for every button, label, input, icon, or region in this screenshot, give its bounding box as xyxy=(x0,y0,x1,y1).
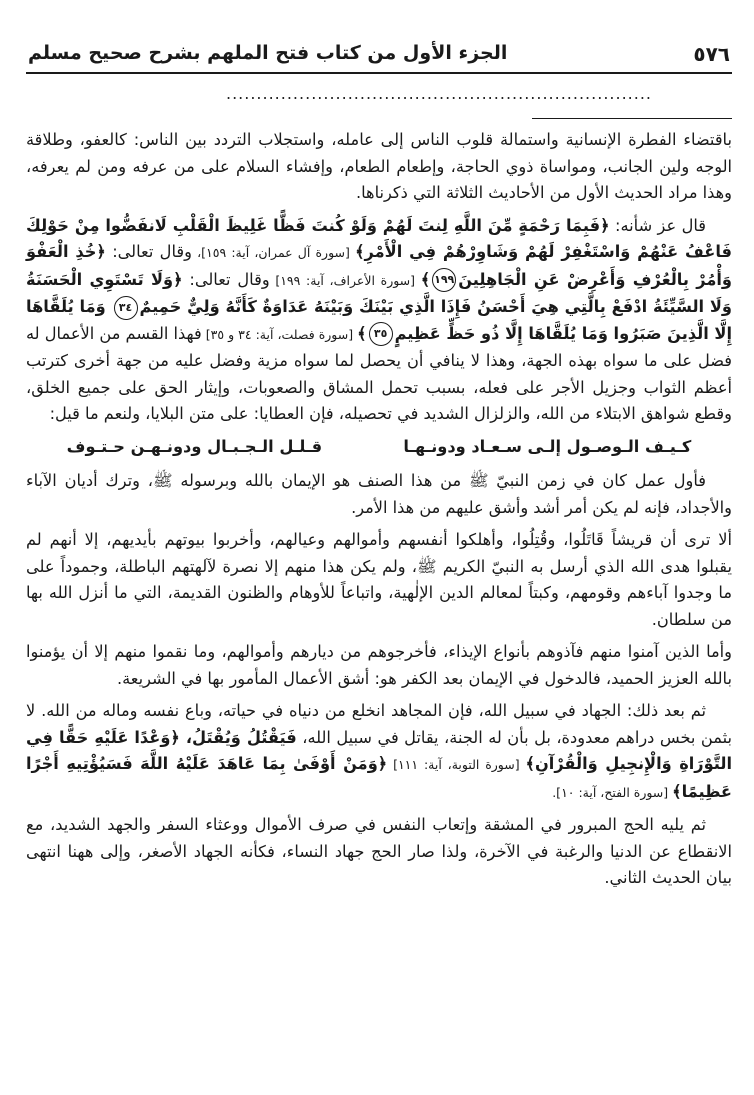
book-page xyxy=(26,38,732,1086)
paragraph-p2 xyxy=(26,213,732,428)
paragraph-p4 xyxy=(26,527,732,633)
quran-quote: ﴿وَمَنْ أَوْفَىٰ بِمَا عَاهَدَ عَلَيْهُ اللَّهَ فَسَيُؤْتِيهِ أَجْرًا عَظِيمًا﴾ xyxy=(26,754,732,801)
body-text xyxy=(26,127,732,892)
verse-number-mark: ٣٤ xyxy=(114,296,138,320)
paragraph-text: ثم بعد ذلك: الجهاد في سبيل الله، فإن المجاهد انخلع من دنياه في حياته، وباع نفسه وماله من الله. لا بثمن بخس دراهم معدودة، بل بأن له الجنة، يقاتل في سبيل الله، xyxy=(26,701,732,747)
paragraph-p7 xyxy=(26,812,732,892)
quran-quote: ﴾ xyxy=(420,269,431,289)
quran-quote: ﴿فَبِمَا رَحْمَةٍ مِّنَ اللَّهِ لِنتَ لَهُمْ وَلَوْ كُنتَ فَظًّا غَلِيظَ الْقَلْبِ لَانفَضُّوا مِنْ حَوْلِكَ فَاعْفُ عَنْهُمْ وَاسْتَغْفِرْ لَهُمْ وَشَاوِرْهُمْ فِي الْأَمْرِ﴾ xyxy=(26,215,733,261)
quran-quote: ﴿خُذِ الْعَفْوَ وَأْمُرْ بِالْعُرْفِ وَأَعْرِضْ عَنِ الْجَاهِلِينَ xyxy=(26,242,732,289)
quran-quote: ﴾ xyxy=(357,323,367,343)
paragraph-p5 xyxy=(26,639,732,692)
running-title: الجزء الأول من كتاب فتح الملهم بشرح صحيح مسلم xyxy=(28,42,508,64)
paragraph-text: قال عز شأنه: xyxy=(609,215,707,235)
paragraph-p1 xyxy=(26,127,732,207)
paragraph-text: ألا ترى أن قريشاً قَاتَلُوا، وقُتِلُوا، وأهلكوا أنفسهم وأموالهم وعيالهم، وأخربوا بيوتهم بأيديهم، إلا أنهم لم يقبلوا هدى الله الذي أرسل به النبيّ الكريم ﷺ، ولم يكن هذا منهم إلا نصرة لآلهتهم الباطلة، وجموداً على ما وجدوا آباءهم وقومهم، وكبتاً لمعالم الدين الإلٰهية، واتباعاً للأوهام والظنون القديمة، التي ما أنزل الله بها من سلطان. xyxy=(26,530,732,629)
surah-reference: [سورة فصلت، آية: ٣٤ و ٣٥] xyxy=(201,326,358,342)
paragraph-text: فهذا القسم من الأعمال له فضل على ما سواه بهذه الجهة، وهذا لا ينافي أن يحصل لما سواه مزية وفضل عليه من جهة أخرى كترتب أعظم الثواب وجزيل الأجر على فعله، بسبب تحمل المشاق والصعوبات، وإيثار الحق على جميع الخلق، وقطع شواهق الابتلاء من الله، والزلزال الشديد في تحصيله، فإن العطايا: على متن البلايا، ولنعم ما قيل: xyxy=(26,323,732,423)
dotted-separator: ...................................................................... xyxy=(225,84,652,103)
quran-quote: فَيَقْتُلُ وَيُقْتَلُ، ﴿وَعْدًا عَلَيْهِ حَقًّا فِي التَّوْرَاةِ وَالْإِنجِيلِ وَالْقُرْآنِ﴾ xyxy=(26,727,732,773)
page-number: ٥٧٦ xyxy=(693,42,730,66)
paragraph-text: وقال تعالى: xyxy=(182,269,270,289)
paragraph-p6 xyxy=(26,698,732,806)
surah-reference: [سورة الفتح، آية: ١٠]. xyxy=(552,784,673,800)
poem-hemistich-1: كـيـف الـوصـول إلـى سـعـاد ودونـهـا xyxy=(403,436,692,456)
page-header xyxy=(26,38,732,74)
paragraph-text: وقال تعالى: xyxy=(105,242,192,261)
paragraph-text: باقتضاء الفطرة الإنسانية واستمالة قلوب الناس إلى عامله، واستجلاب التردد بين الناس: كالعفو، وطلاقة الوجه ولين الجانب، ومواساة ذوي الحاجة، وإطعام الطعام، وإفشاء السلام على من عرفه ومن لم يعرفه، وهذا مراد الحديث الأول من الأحاديث الثلاثة التي ذكرناها. xyxy=(26,130,732,202)
paragraph-p3 xyxy=(26,468,732,521)
verse-number-mark: ١٩٩ xyxy=(432,268,456,292)
paragraph-text: فأول عمل كان في زمن النبيّ ﷺ من هذا الصنف هو الإيمان بالله وبرسوله ﷺ، وترك أديان الآباء والأجداد، فإنه لم يكن أمر أشد وأشق عليهم من هذا الأمر. xyxy=(26,471,732,517)
surah-reference: [سورة آل عمران، آية: ١٥٩]، xyxy=(191,245,356,260)
poem-verse xyxy=(26,434,732,461)
verse-number-mark: ٣٥ xyxy=(369,322,393,346)
quran-quote: ﴿وَلَا تَسْتَوِي الْحَسَنَةُ وَلَا السَّيِّئَةُ ادْفَعْ بِالَّتِي هِيَ أَحْسَنُ فَإِذَا الَّذِي بَيْنَكَ وَبَيْنَهُ عَدَاوَةٌ كَأَنَّهُ وَلِيٌّ حَمِيمٌ xyxy=(26,269,732,316)
surah-reference: [سورة الأعراف، آية: ١٩٩] xyxy=(269,272,421,288)
paragraph-text: ثم يليه الحج المبرور في المشقة وإتعاب النفس في صرف الأموال ووعثاء السفر والجهد الشديد، مع الانقطاع عن الدنيا والرغبة في الآخرة، ولذا صار الحج جهاد النساء، فكأنه الجهاد الأصغر، وإلى ههنا انتهى بيان الحديث الثاني. xyxy=(26,815,732,887)
paragraph-text: وأما الذين آمنوا منهم فآذوهم بأنواع الإيذاء، فأخرجوهم من ديارهم وأموالهم، وما نقموا منهم إلا أن يؤمنوا بالله العزيز الحميد، فالدخول في الإيمان بعد الكفر هو: أشق الأعمال المأمور بها في الشريعة. xyxy=(26,642,732,688)
surah-reference: [سورة التوبة، آية: ١١١] xyxy=(387,757,526,772)
quran-quote: وَمَا يُلَقَّاهَا إِلَّا الَّذِينَ صَبَرُوا وَمَا يُلَقَّاهَا إِلَّا ذُو حَظٍّ عَظِيمٍ xyxy=(26,297,733,343)
section-rule xyxy=(532,118,732,119)
poem-hemistich-2: قـلـل الـجـبـال ودونـهـن حـتـوف xyxy=(66,436,323,456)
